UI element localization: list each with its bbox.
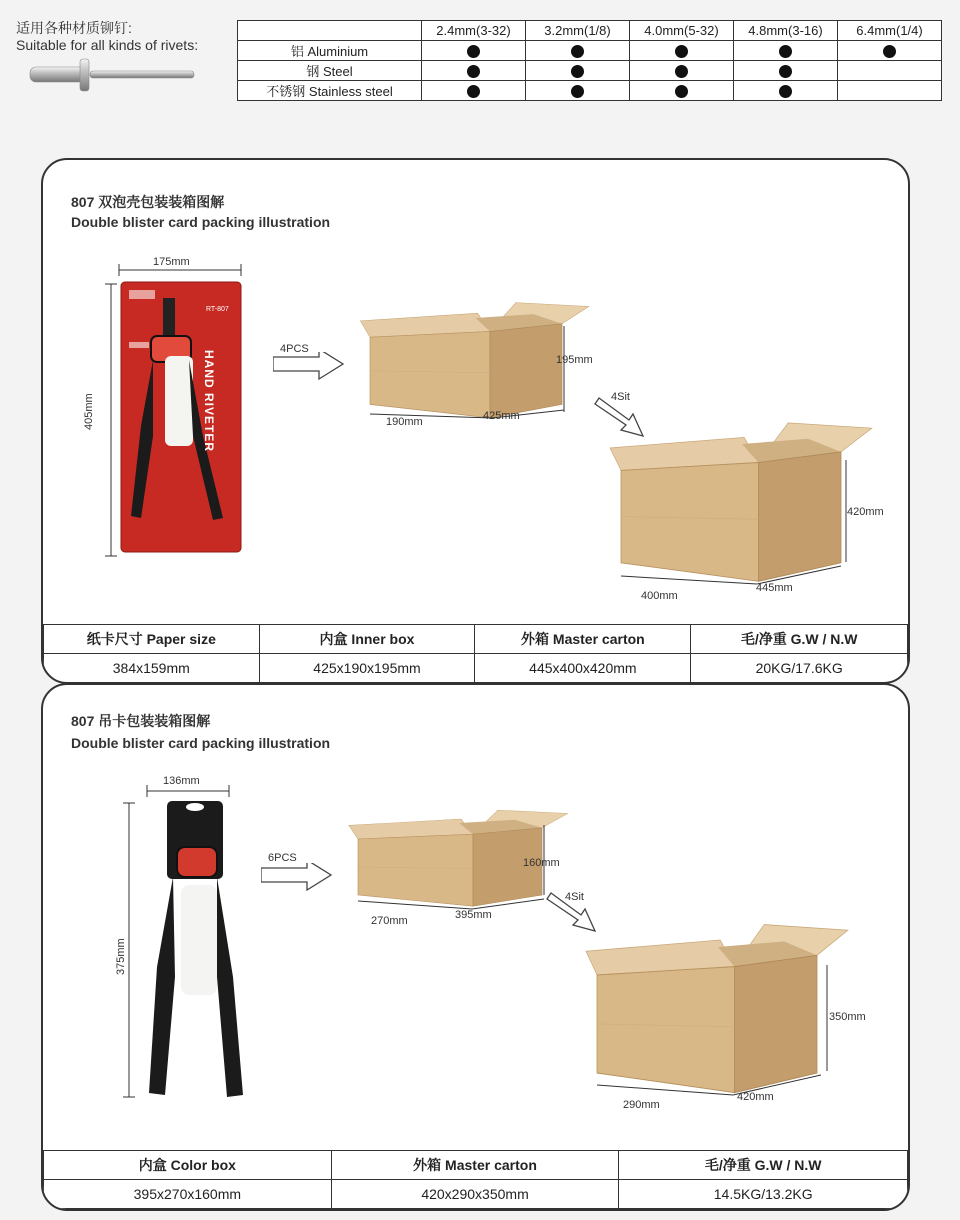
inner-box-image — [350, 296, 590, 432]
spec-header: 毛/净重 G.W / N.W — [619, 1151, 908, 1180]
card-model: RT-807 — [206, 306, 229, 313]
col-header: 6.4mm(1/4) — [838, 21, 942, 41]
master-box-length: 420mm — [737, 1091, 774, 1103]
mark-cell — [734, 81, 838, 101]
outer-qty-label: 4Sit — [611, 391, 630, 403]
mark-cell — [630, 41, 734, 61]
spec-value: 20KG/17.6KG — [691, 654, 908, 683]
mark-cell — [422, 41, 526, 61]
row-label: 钢 Steel — [238, 61, 422, 81]
row-label: 不锈钢 Stainless steel — [238, 81, 422, 101]
inner-box-height: 195mm — [556, 354, 593, 366]
packing-spec-table — [43, 1150, 908, 1209]
hanging-card-image — [113, 777, 263, 1107]
mark-cell — [734, 41, 838, 61]
spec-value: 420x290x350mm — [331, 1180, 619, 1209]
mark-cell — [422, 81, 526, 101]
spec-value: 384x159mm — [44, 654, 260, 683]
mark-cell — [838, 41, 942, 61]
master-box-height: 350mm — [829, 1011, 866, 1023]
spec-value: 445x400x420mm — [475, 654, 691, 683]
rivet-caption-cn: 适用各种材质铆钉: — [16, 20, 132, 36]
dot-icon — [675, 85, 688, 98]
inner-box-width: 270mm — [371, 915, 408, 927]
spec-value: 395x270x160mm — [44, 1180, 332, 1209]
mark-cell — [630, 81, 734, 101]
spec-header: 内盒 Inner box — [259, 625, 475, 654]
card-label: HAND RIVETER — [202, 350, 216, 453]
master-box-height: 420mm — [847, 506, 884, 518]
dot-icon — [571, 65, 584, 78]
inner-box-width: 190mm — [386, 416, 423, 428]
packing-spec-table — [43, 624, 908, 683]
spec-header: 纸卡尺寸 Paper size — [44, 625, 260, 654]
spec-value: 14.5KG/13.2KG — [619, 1180, 908, 1209]
table-row — [238, 81, 942, 101]
inner-box-length: 395mm — [455, 909, 492, 921]
panel-title-en: Double blister card packing illustration — [71, 214, 331, 230]
table-corner — [238, 21, 422, 41]
dot-icon — [675, 45, 688, 58]
panel-title-en: Double blister card packing illustration — [71, 735, 331, 751]
dot-icon — [571, 85, 584, 98]
panel-blister-packing — [41, 158, 910, 684]
rivet-compat-table — [237, 20, 942, 101]
col-header: 4.0mm(5-32) — [630, 21, 734, 41]
mark-cell — [838, 61, 942, 81]
inner-box-length: 425mm — [483, 410, 520, 422]
spec-header: 毛/净重 G.W / N.W — [691, 625, 908, 654]
product-height-label: 405mm — [83, 393, 95, 430]
row-label: 铝 Aluminium — [238, 41, 422, 61]
product-height-label: 375mm — [115, 938, 127, 975]
inner-qty-label: 6PCS — [268, 852, 297, 864]
dot-icon — [779, 65, 792, 78]
inner-box-height: 160mm — [523, 857, 560, 869]
product-width-label: 175mm — [153, 256, 190, 268]
dot-icon — [675, 65, 688, 78]
master-box-length: 445mm — [756, 582, 793, 594]
dot-icon — [467, 65, 480, 78]
master-carton-image — [591, 416, 881, 608]
master-box-width: 290mm — [623, 1099, 660, 1111]
table-row — [238, 61, 942, 81]
spec-header: 内盒 Color box — [44, 1151, 332, 1180]
dot-icon — [883, 45, 896, 58]
mark-cell — [630, 61, 734, 81]
panel-title-cn: 807 双泡壳包装装箱图解 — [71, 194, 225, 210]
col-header: 2.4mm(3-32) — [422, 21, 526, 41]
mark-cell — [734, 61, 838, 81]
dot-icon — [779, 45, 792, 58]
rivet-caption-en: Suitable for all kinds of rivets: — [16, 37, 199, 53]
arrow-right-icon — [273, 352, 353, 386]
panel-title-cn: 807 吊卡包装装箱图解 — [71, 713, 211, 729]
dot-icon — [467, 45, 480, 58]
col-header: 4.8mm(3-16) — [734, 21, 838, 41]
blister-card-image — [93, 256, 253, 566]
rivet-icon — [20, 58, 196, 98]
inner-qty-label: 4PCS — [280, 343, 309, 355]
mark-cell — [526, 81, 630, 101]
spec-value: 425x190x195mm — [259, 654, 475, 683]
mark-cell — [838, 81, 942, 101]
panel-hanging-card-packing — [41, 683, 910, 1211]
rivet-caption — [16, 20, 198, 54]
mark-cell — [526, 61, 630, 81]
product-width-label: 136mm — [163, 775, 200, 787]
spec-header: 外箱 Master carton — [475, 625, 691, 654]
master-box-width: 400mm — [641, 590, 678, 602]
dot-icon — [571, 45, 584, 58]
mark-cell — [422, 61, 526, 81]
dot-icon — [779, 85, 792, 98]
arrow-right-icon — [261, 863, 341, 897]
table-row — [238, 41, 942, 61]
spec-header: 外箱 Master carton — [331, 1151, 619, 1180]
master-carton-image — [567, 915, 857, 1115]
col-header: 3.2mm(1/8) — [526, 21, 630, 41]
mark-cell — [526, 41, 630, 61]
dot-icon — [467, 85, 480, 98]
outer-qty-label: 4Sit — [565, 891, 584, 903]
